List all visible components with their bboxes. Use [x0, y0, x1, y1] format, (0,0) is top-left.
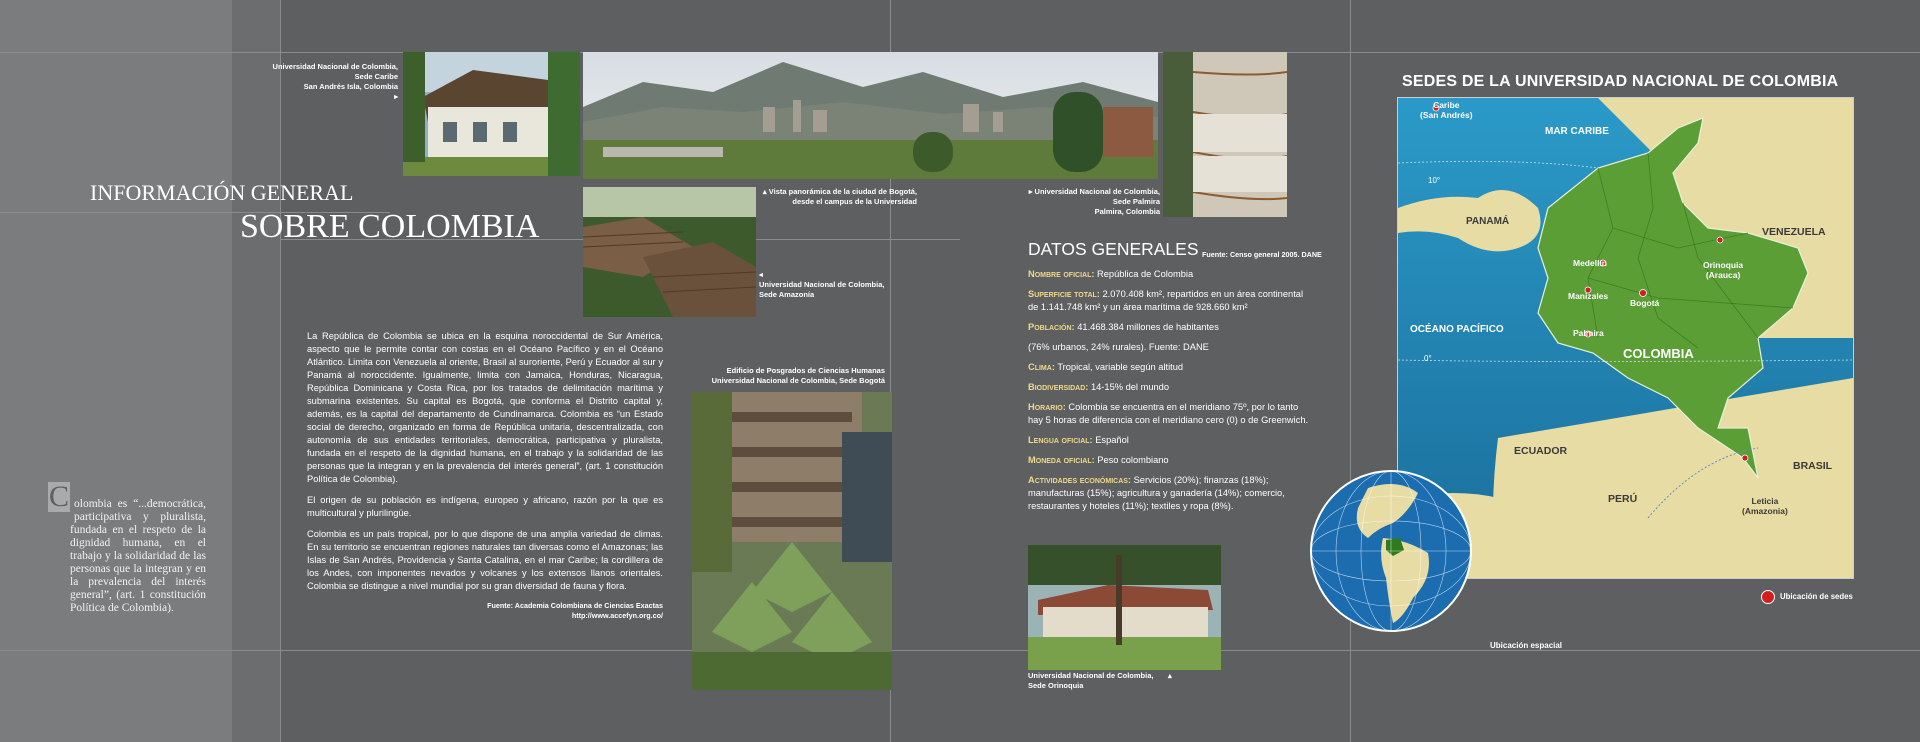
datos-row: Horario: Colombia se encuentra en el meridiano 75º, por lo tanto hay 5 horas de diferencia con el meridiano cero (0) o de Greenwich. [1028, 402, 1309, 425]
photo-sede-orinoquia [1028, 545, 1221, 670]
map-label: Leticia (Amazonia) [1742, 496, 1788, 516]
paragraph: La República de Colombia se ubica en la esquina noroccidental de Sur América, aspecto que le permite contar con costas en el Océano Pacífico y en el Océano Atlántico. Limita con Venezuela al oriente, Brasil al suroriente, Perú y Ecuador al sur y Panamá al noroccidente. Igualmente, limita con Jamaica, Honduras, Nicaragua, República Dominicana y Costa Rica, por los tratados de delimitación marítima y submarina existentes. Su capital es Bogotá, que conforma el Distrito capital y, además, es la capital del departamento de Cundinamarca. Colombia es “un Estado social de derecho, organizado en forma de República unitaria, descentralizada, con autonomía de sus entidades territoriales, democrática, participativa y pluralista, fundada en el respeto de la dignidad humana, en el trabajo y la solidaridad de las personas que la integran y en la prevalencia del interés general”, (art. 1 constitución Política de Colombia). [307, 331, 663, 484]
caption-caribe: Universidad Nacional de Colombia, Sede Caribe San Andrés Isla, Colombia ▸ [272, 62, 398, 101]
source-link[interactable]: http://www.accefyn.org.co/ [571, 611, 663, 620]
page-title-line1: INFORMACIÓN GENERAL [90, 180, 354, 205]
globe-icon [1308, 468, 1474, 634]
left-band [0, 0, 232, 742]
map-legend [1761, 590, 1853, 604]
datos-row: Población: 41.468.384 millones de habitantes [1028, 322, 1219, 332]
map-label: PERÚ [1608, 493, 1638, 505]
caption-posgrados: Edificio de Posgrados de Ciencias Humanas Universidad Nacional de Colombia, Sede Bogotá [711, 366, 885, 385]
map-label: VENEZUELA [1762, 226, 1826, 238]
datos-row: Nombre oficial: República de Colombia [1028, 269, 1194, 279]
photo-bogota-panorama [583, 52, 1158, 179]
map-label: Manizales [1568, 291, 1609, 301]
datos-row: Actividades económicas: Servicios (20%); finanzas (18%); manufacturas (15%); agricultura y ganadería (14%); comercio, restaurantes y hoteles (11%); textiles y ropa (8%). [1028, 475, 1285, 511]
body-text [307, 330, 663, 621]
sede-dot-icon [1761, 590, 1775, 604]
map-label: Medellín [1573, 258, 1608, 268]
dropcap: C [48, 480, 69, 513]
map-label: PANAMÁ [1466, 216, 1510, 227]
caption-palmira: ▸ Universidad Nacional de Colombia, Sede Palmira Palmira, Colombia [1028, 187, 1160, 216]
map-label: BRASIL [1793, 460, 1833, 472]
paragraph: Colombia es un país tropical, por lo que dispone de una amplia variedad de climas. En su territorio se encuentran regiones naturales tan diversas como el Amazonas; las Islas de San Andrés, Providencia y Santa Catalina, en el mar Caribe; la cordillera de los Andes, con imponentes nevados y volcanes y los extensos llanos orientales. Colombia se distingue a nivel mundial por su gran diversidad de fauna y flora. [307, 529, 663, 591]
quote-text: olombia es “...democrática, participativa y pluralista, fundada en el respeto de la dignidad humana, en el trabajo y la solidaridad de las personas que la integran y en la prevalencia del interés general”, (art. 1 constitución Política de Colombia). [70, 498, 206, 614]
map-title: SEDES DE LA UNIVERSIDAD NACIONAL DE COLOMBIA [1402, 73, 1839, 90]
photo-sede-palmira [1163, 52, 1287, 217]
photo-sede-caribe [403, 52, 580, 176]
datos-row: Clima: Tropical, variable según altitud [1028, 362, 1184, 372]
pull-quote [48, 480, 206, 615]
left-band-inner [232, 0, 280, 742]
legend-label: Ubicación de sedes [1780, 592, 1853, 602]
page-title-line2: SOBRE COLOMBIA [240, 208, 540, 245]
map-label: 10° [1428, 176, 1441, 185]
map-label: Palmira [1573, 328, 1604, 338]
divider [280, 0, 281, 742]
datos-row: (76% urbanos, 24% rurales). Fuente: DANE [1028, 342, 1209, 352]
map-label: 0° [1424, 354, 1432, 363]
divider [0, 650, 1920, 651]
caption-bogota: ▴ Vista panorámica de la ciudad de Bogotá, desde el campus de la Universidad [762, 187, 917, 206]
map-label: MAR CARIBE [1545, 126, 1609, 137]
datos-row: Moneda oficial: Peso colombiano [1028, 455, 1169, 465]
datos-row: Biodiversidad: 14-15% del mundo [1028, 382, 1170, 392]
paragraph: El origen de su población es indígena, europeo y africano, razón por la que es multicultural y plurilingüe. [307, 495, 663, 518]
photo-posgrados [692, 392, 892, 690]
map-label: COLOMBIA [1623, 346, 1694, 361]
source-note: Fuente: Academia Colombiana de Ciencias Exactas [487, 601, 663, 610]
map-label: Orinoquia (Arauca) [1703, 260, 1744, 280]
map-label: Caribe (San Andrés) [1420, 100, 1473, 120]
caption-amazonia: ◂ Universidad Nacional de Colombia, Sede Amazonía [759, 270, 885, 299]
map-label: ECUADOR [1514, 445, 1568, 457]
caption-orinoquia: Universidad Nacional de Colombia, ▴ Sede Orinoquia [1028, 671, 1172, 690]
datos-list [1028, 268, 1310, 520]
datos-row: Lengua oficial: Español [1028, 435, 1129, 445]
datos-title: DATOS GENERALES [1028, 239, 1199, 259]
map-label: Bogotá [1630, 298, 1660, 308]
globe-label: Ubicación espacial [1490, 641, 1563, 650]
photo-sede-amazonia [583, 187, 756, 317]
map-label: OCÉANO PACÍFICO [1410, 324, 1504, 335]
datos-source: Fuente: Censo general 2005. DANE [1202, 250, 1322, 259]
datos-row: Superficie total: 2.070.408 km², repartidos en un área continental de 1.141.748 km² y un área marítima de 928.660 km² [1028, 289, 1304, 312]
